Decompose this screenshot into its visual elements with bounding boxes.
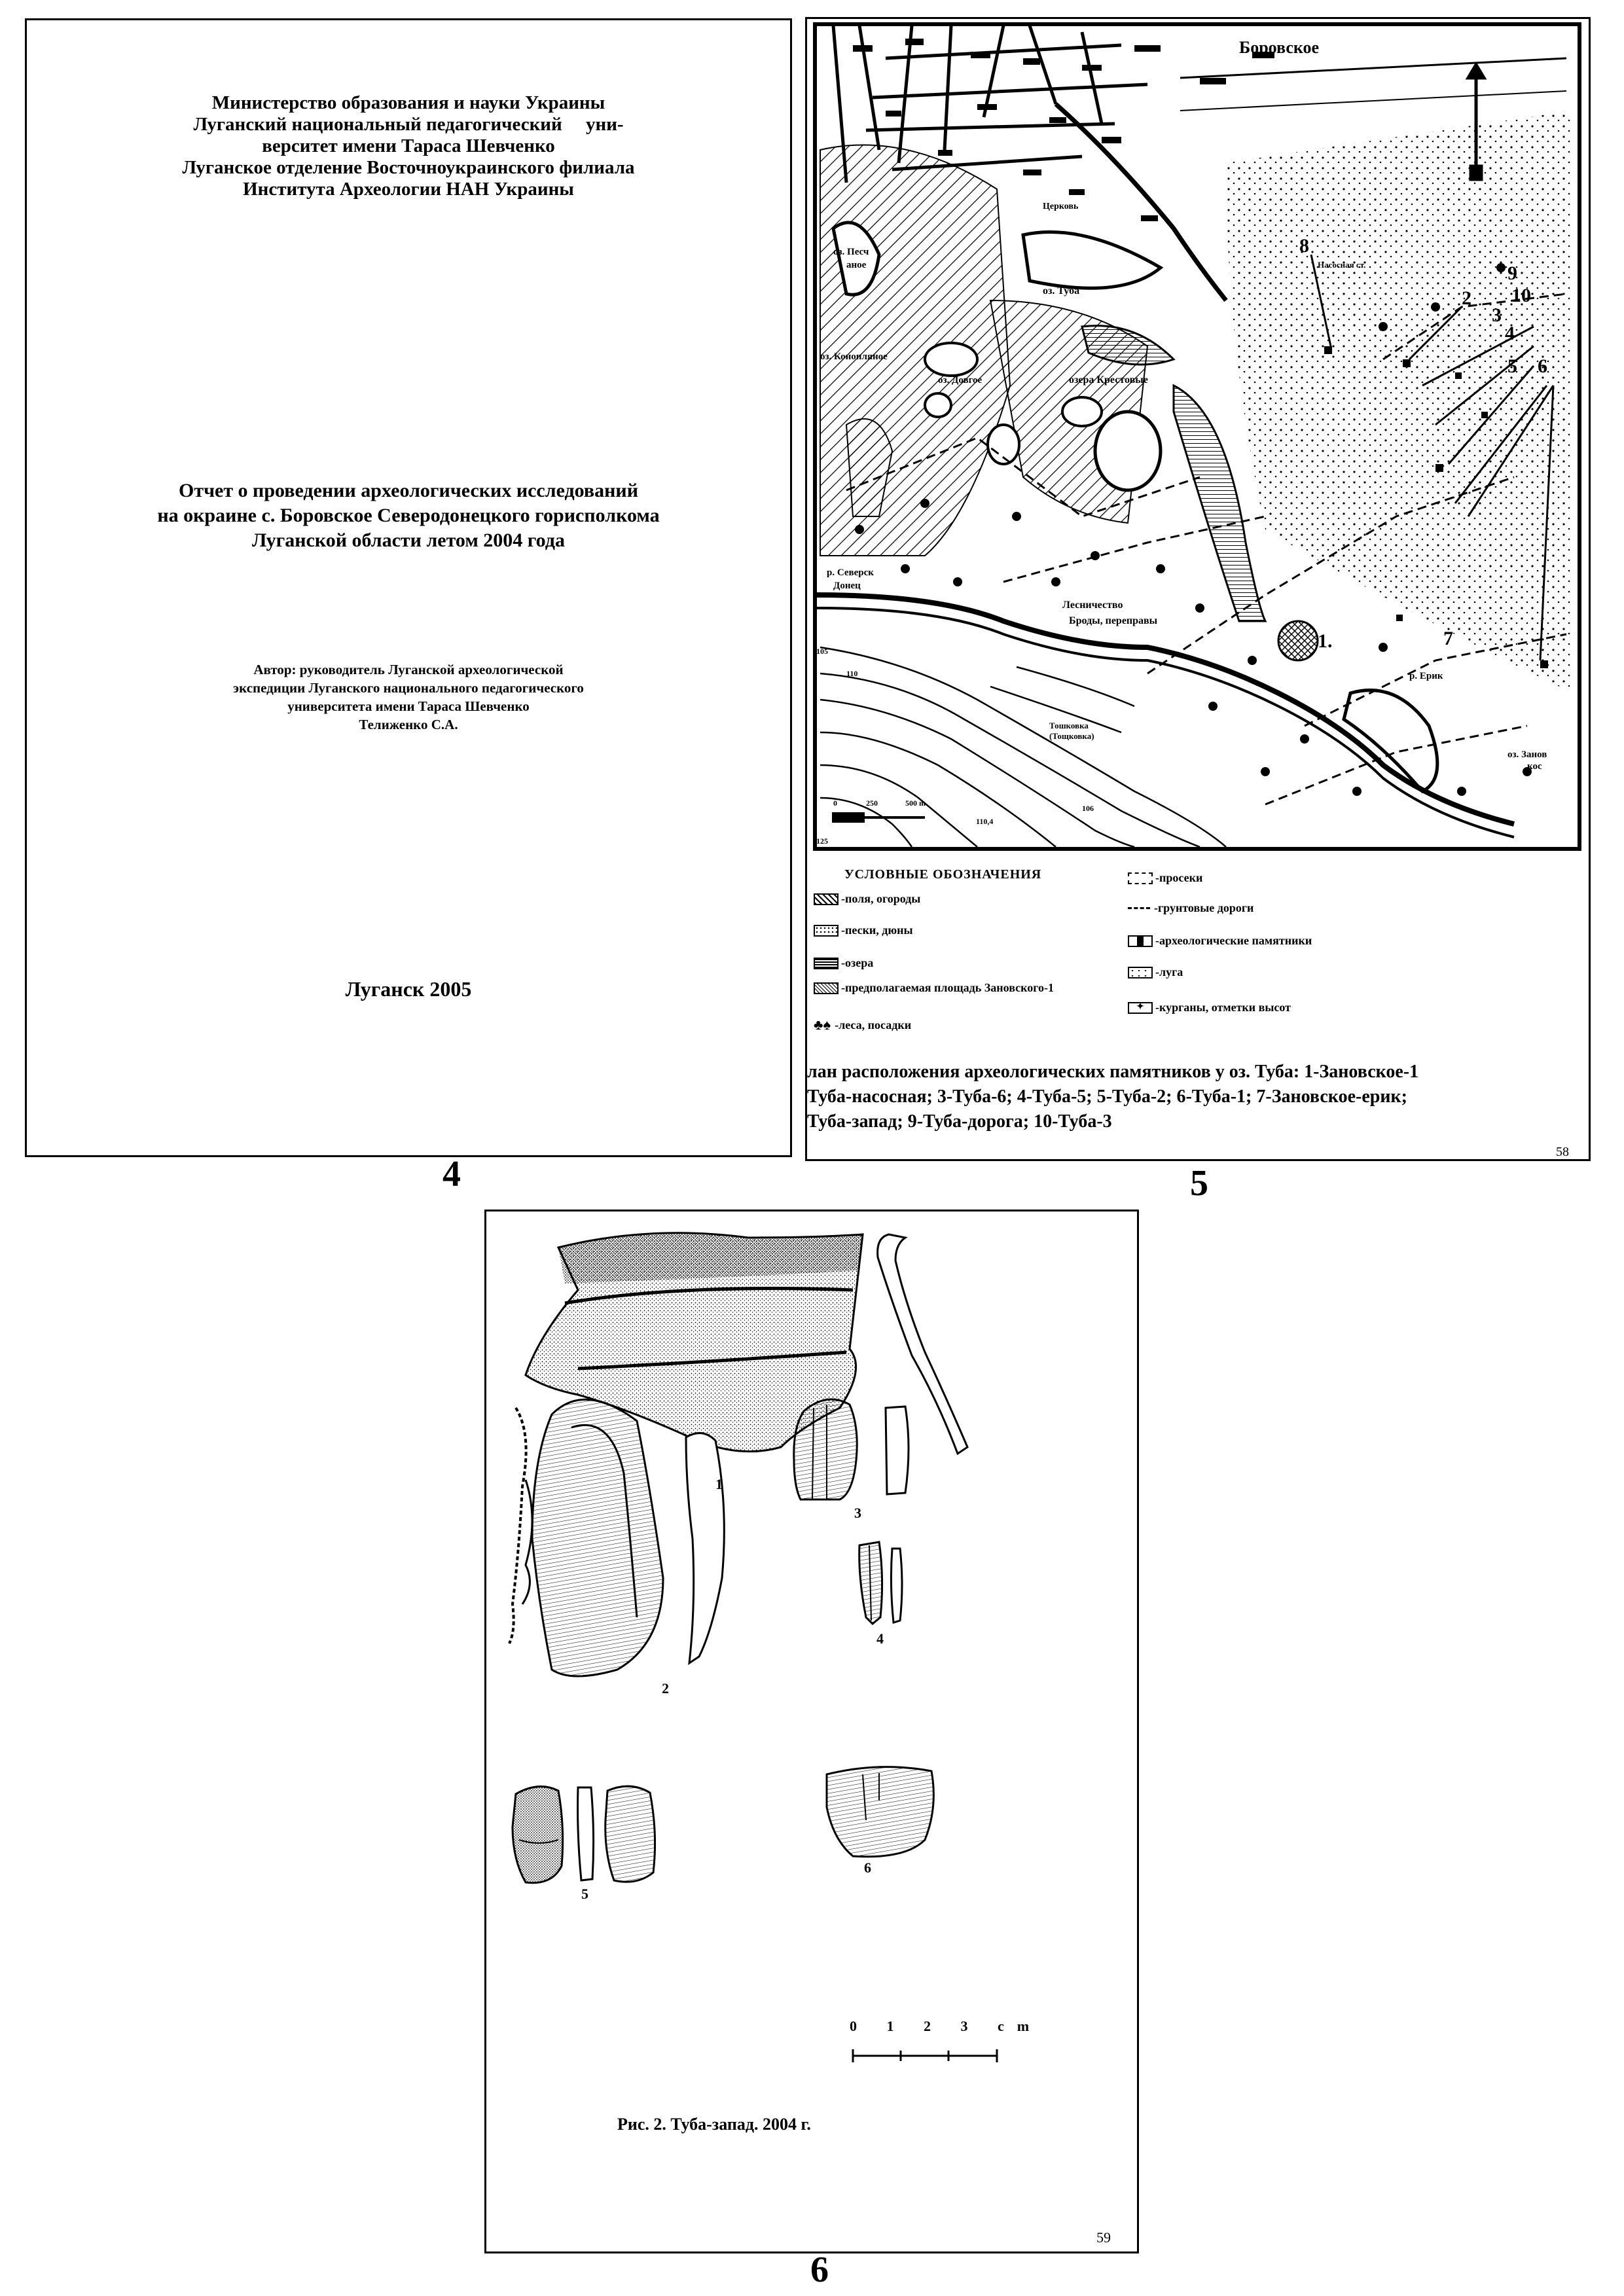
plate-scale-label: 0 1 2 3 cm [850, 2018, 1043, 2034]
figure-number: 6 [864, 1859, 871, 1876]
site-number: 2 [1462, 287, 1471, 309]
legend-label: -просеки [1155, 871, 1203, 884]
legend-sands-swatch [814, 925, 839, 937]
label-krestovye: озера Крестовые [1069, 374, 1148, 386]
label-donets: Донец [833, 581, 861, 591]
site-number: 7 [1443, 628, 1453, 649]
label-toshkovka: Тошковка [1049, 721, 1089, 730]
kurgan-icon: ✦ [1128, 1002, 1153, 1014]
site-number: 1. [1318, 630, 1333, 652]
legend-item [814, 956, 873, 970]
legend-item [814, 924, 913, 937]
label-severskiy: р. Северск [827, 567, 874, 578]
legend-zanovskoe-swatch [814, 982, 839, 994]
map-caption [807, 1060, 1579, 1134]
label-dovgoe: оз. Довгое [938, 375, 983, 386]
label-nasosnaya: Насосная ст. [1318, 260, 1366, 270]
author-block [27, 660, 790, 734]
figure-number: 4 [876, 1630, 884, 1647]
blade-profile-2 [686, 1433, 724, 1663]
legend-label: -поля, огороды [841, 892, 921, 905]
author-line: Телиженко С.А. [359, 717, 458, 732]
panel-label-4: 4 [442, 1154, 461, 1194]
blade-drawing-2 [509, 1399, 663, 1676]
bladelet-drawing-4 [859, 1542, 902, 1624]
report-line: Отчет о проведении археологических исследований [179, 480, 638, 501]
legend-item [1128, 965, 1183, 979]
author-line: Автор: руководитель Луганской археологической [253, 662, 564, 677]
dirt-road-icon [1128, 907, 1150, 909]
ministry-line: Института Археологии НАН Украины [243, 179, 574, 200]
legend-label: -леса, посадки [835, 1018, 912, 1031]
site-number: 9 [1507, 262, 1517, 284]
legend-lakes-swatch [814, 958, 839, 969]
label-pesch: оз. Песч [833, 247, 869, 257]
label-height-125: 125 [816, 836, 828, 846]
legend-clearing-swatch [1128, 872, 1153, 884]
legend-fields-swatch [814, 893, 839, 905]
legend-item [1128, 1001, 1291, 1014]
caption-line: лан расположения археологических памятников у оз. Туба: 1-Зановское-1 [807, 1062, 1419, 1082]
page-number: 58 [1556, 1145, 1569, 1159]
label-tuba: оз. Туба [1043, 285, 1080, 296]
scale-0: 0 [833, 798, 837, 808]
legend-item [1128, 934, 1312, 948]
legend-item [1128, 871, 1202, 885]
label-pesch2: аное [846, 260, 867, 270]
artifact-plate [486, 1211, 1137, 2251]
site-number: 6 [1538, 355, 1547, 377]
label-toshkovka2: (Тощковка) [1049, 731, 1094, 741]
zanovskoe-area [1278, 621, 1318, 660]
figure-number: 5 [581, 1886, 588, 1902]
report-title [27, 478, 790, 553]
scraper-drawing-3 [794, 1399, 857, 1499]
scraper-profile-3 [886, 1407, 909, 1494]
scale-250: 250 [866, 798, 878, 808]
legend-label: -озера [841, 956, 874, 969]
ministry-line: Луганское отделение Восточноукраинского филиала [182, 157, 635, 178]
lake-dovgoe [925, 343, 977, 376]
ministry-line: Министерство образования и науки Украины [211, 92, 605, 113]
lake-krestovye [1095, 412, 1161, 490]
map-page [805, 17, 1591, 1161]
site-number: 5 [1507, 355, 1517, 377]
page-number: 59 [1096, 2229, 1111, 2246]
plate-page [484, 1210, 1139, 2253]
label-borovskoe: Боровское [1239, 38, 1320, 57]
legend-meadow-swatch [1128, 967, 1153, 978]
label-erik: р. Ерик [1409, 671, 1443, 681]
ministry-line: верситет имени Тараса Шевченко [262, 135, 555, 156]
legend-item [1128, 901, 1254, 915]
author-line: экспедиции Луганского национального педагогического [233, 680, 584, 696]
figure-number: 2 [662, 1680, 669, 1696]
plate-caption: Рис. 2. Туба-запад. 2004 г. [617, 2115, 811, 2134]
legend-label: -грунтовые дороги [1154, 901, 1254, 914]
title-page [25, 18, 792, 1157]
panel-label-5: 5 [1190, 1163, 1208, 1204]
legend-label: -археологические памятники [1155, 934, 1312, 947]
ministry-block [27, 92, 790, 200]
label-brody: Броды, переправы [1069, 615, 1158, 626]
label-zanovskoe: оз. Занов [1507, 749, 1547, 760]
label-konoplyanoe: оз. Конопляное [820, 351, 888, 362]
legend-label: -предполагаемая площадь Зановского-1 [841, 981, 1055, 994]
label-height-105: 105 [816, 647, 828, 656]
report-line: Луганской области летом 2004 года [252, 529, 565, 551]
label-lesnichestvo: Лесничество [1062, 600, 1123, 611]
site-number: 10 [1511, 285, 1531, 306]
ministry-line: Луганский национальный педагогический уни- [193, 114, 624, 135]
tree-icon: ♣♠ [814, 1016, 831, 1033]
flake-drawings-5 [513, 1786, 655, 1883]
label-zanovskoe2: кос [1527, 761, 1542, 772]
site-number: 3 [1492, 304, 1502, 326]
author-line: университета имени Тараса Шевченко [287, 698, 530, 714]
legend-site-swatch [1128, 935, 1153, 947]
label-height-106: 106 [1082, 804, 1094, 813]
site-number: 8 [1299, 235, 1309, 257]
city-year: Луганск 2005 [345, 977, 472, 1001]
label-height-1104: 110,4 [976, 817, 994, 826]
legend-label: -пески, дюны [841, 924, 913, 937]
legend-title: УСЛОВНЫЕ ОБОЗНАЧЕНИЯ [844, 867, 1042, 882]
panel-label-6: 6 [810, 2250, 829, 2290]
legend-item [814, 981, 1054, 995]
legend-label: -луга [1155, 965, 1183, 978]
report-line: на окраине с. Боровское Северодонецкого горисполкома [157, 505, 660, 526]
legend-label: -курганы, отметки высот [1155, 1001, 1291, 1014]
scale-500: 500 m [905, 798, 926, 808]
figure-number: 1 [715, 1476, 723, 1492]
plate-scale-bar [853, 2049, 997, 2062]
legend-item [814, 892, 920, 906]
caption-line: Туба-насосная; 3-Туба-6; 4-Туба-5; 5-Туба-2; 6-Туба-1; 7-Зановское-ерик; [807, 1086, 1407, 1107]
site-number: 4 [1505, 323, 1515, 344]
caption-line: Туба-запад; 9-Туба-дорога; 10-Туба-3 [807, 1111, 1112, 1132]
label-height-110: 110 [846, 669, 858, 678]
label-tserkov: Церковь [1043, 202, 1079, 211]
figure-number: 3 [854, 1505, 861, 1521]
flake-drawing-6 [827, 1767, 933, 1857]
legend-item [814, 1016, 911, 1033]
